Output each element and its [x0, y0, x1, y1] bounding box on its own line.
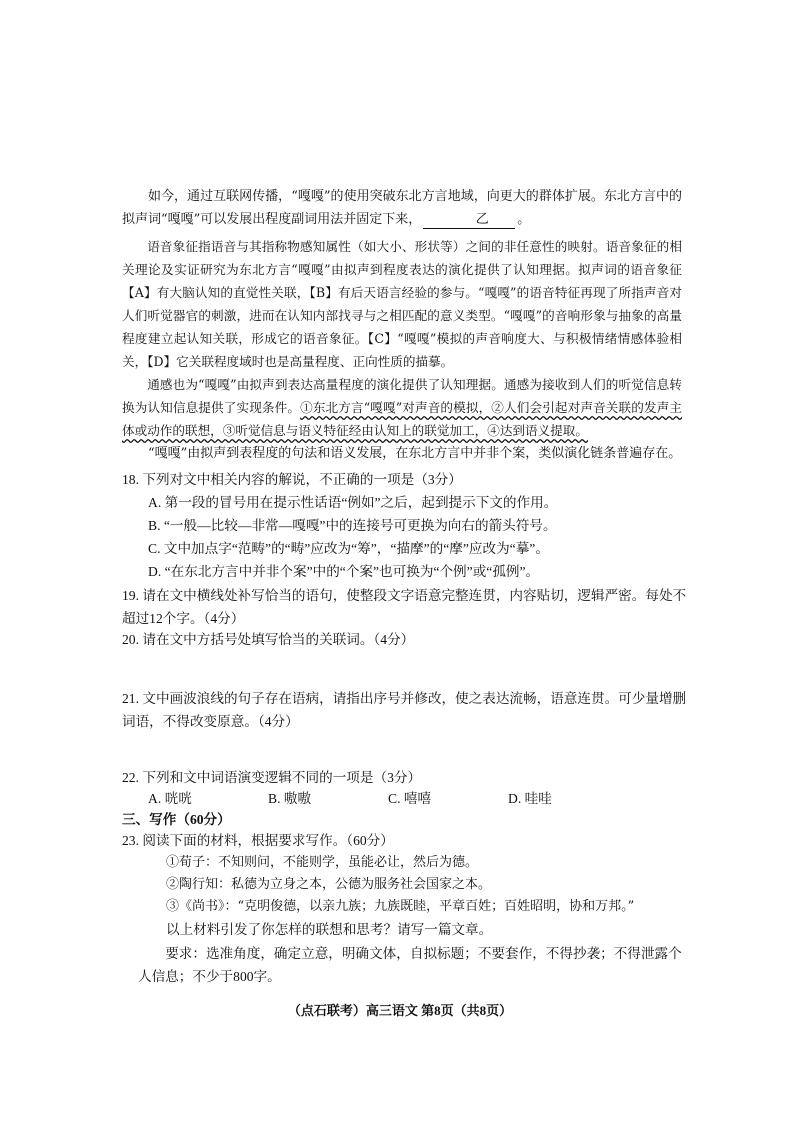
passage-paragraph-3: [122, 373, 682, 442]
question-18-option-a: A. 第一段的冒号用在提示性话语“例如”之后，起到提示下文的作用。: [148, 495, 558, 510]
writing-prompt: 以上材料引发了你怎样的联想和思考？请写一篇文章。: [166, 922, 493, 937]
page-footer: （点石联考）高三语文 第8页（共8页）: [287, 1003, 513, 1018]
question-22-option-a: A. 咣咣: [148, 791, 192, 806]
question-22-option-d: D. 哇哇: [508, 791, 552, 806]
writing-requirements: 要求：选准角度，确定立意，明确文体，自拟标题；不要套作，不得抄袭；不得泄露个人信息；不少于800字。: [138, 946, 682, 984]
passage-p1-text: 如今，通过互联网传播，“嘎嘎”的使用突破东北方言地域，向更大的群体扩展。东北方言中的拟声词“嘎嘎”可以发展出程度副词用法并固定下来，: [122, 189, 682, 227]
question-18-option-c: C. 文中加点字“范畴”的“畴”应改为“筹”，“描摩”的“摩”应改为“摹”。: [148, 541, 549, 556]
passage-paragraph-2: 语音象征指语音与其指称物感知属性（如大小、形状等）之间的非任意性的映射。语音象征的相关理论及实证研究为东北方言“嘎嘎”由拟声到程度表达的演化提供了认知理据。拟声词的语音象征【A】有大脑认知的直觉性关联，【B】有后天语言经验的参与。“嘎嘎”的语音特征再现了所指声音对人们听觉器官的刺激，进而在认知内部找寻与之相匹配的意义类型。“嘎嘎”的音响形象与抽象的高量程度建立起认知关联，形成它的语音象征。【C】“嘎嘎”模拟的声音响度大、与积极情绪情感体验相关，【D】它关联程度域时也是高量程度、正向性质的描摹。: [122, 239, 682, 369]
fill-blank-yi: 乙: [423, 212, 515, 229]
passage-paragraph-4: “嘎嘎”由拟声到表程度的句法和语义发展，在东北方言中并非个案，类似演化链条普遍存在。: [148, 446, 682, 461]
material-3: ③《尚书》：“克明俊德，以亲九族；九族既睦，平章百姓；百姓昭明，协和万邦。”: [166, 899, 635, 914]
passage-paragraph-1: [122, 185, 682, 231]
reading-passage: [122, 185, 682, 465]
question-18-stem: 18. 下列对文中相关内容的解说，不正确的一项是（3分）: [122, 472, 462, 487]
material-2: ②陶行知：私德为立身之本，公德为服务社会国家之本。: [166, 877, 492, 892]
wavy-underlined-sentence: ①东北方言“嘎嘎”对声音的模拟，②人们会引起对声音关联的发声主体或动作的联想，③听觉信息与语义特征经由认知上的联觉加工，④达到语义提取。: [122, 400, 682, 438]
question-21-stem: 21. 文中画波浪线的句子存在语病，请指出序号并修改，使之表达流畅，语意连贯。可少量增删词语，不得改变原意。（4分）: [122, 691, 687, 729]
passage-p1-end: 。: [517, 212, 531, 227]
material-1: ①荀子：不知则问，不能则学，虽能必让，然后为德。: [166, 855, 479, 870]
section-3-title: 三、写作（60分）: [122, 812, 231, 827]
passage-p3-text: 通感也为“嘎嘎”由拟声到表达高量程度的演化提供了认知理据。通感为接收到人们的听觉信息转换为认知信息提供了实现条件。: [122, 377, 682, 415]
question-20-stem: 20. 请在文中方括号处填写恰当的关联词。（4分）: [122, 632, 415, 647]
question-22-stem: 22. 下列和文中词语演变逻辑不同的一项是（3分）: [122, 770, 422, 785]
question-18-option-d: D. “在东北方言中并非个案”中的“个案”也可换为“个例”或“孤例”。: [148, 564, 540, 579]
question-23-stem: 23. 阅读下面的材料，根据要求写作。（60分）: [122, 833, 394, 848]
question-18-option-b: B. “一般—比较—非常—嘎嘎”中的连接号可更换为向右的箭头符号。: [148, 518, 557, 533]
question-19-stem: 19. 请在文中横线处补写恰当的语句，使整段文字语意完整连贯，内容贴切，逻辑严密。每处不超过12个字。（4分）: [122, 588, 687, 626]
question-22-option-c: C. 嘻嘻: [388, 791, 432, 806]
question-22-option-b: B. 嗷嗷: [268, 791, 312, 806]
question-22-options: [148, 787, 628, 810]
